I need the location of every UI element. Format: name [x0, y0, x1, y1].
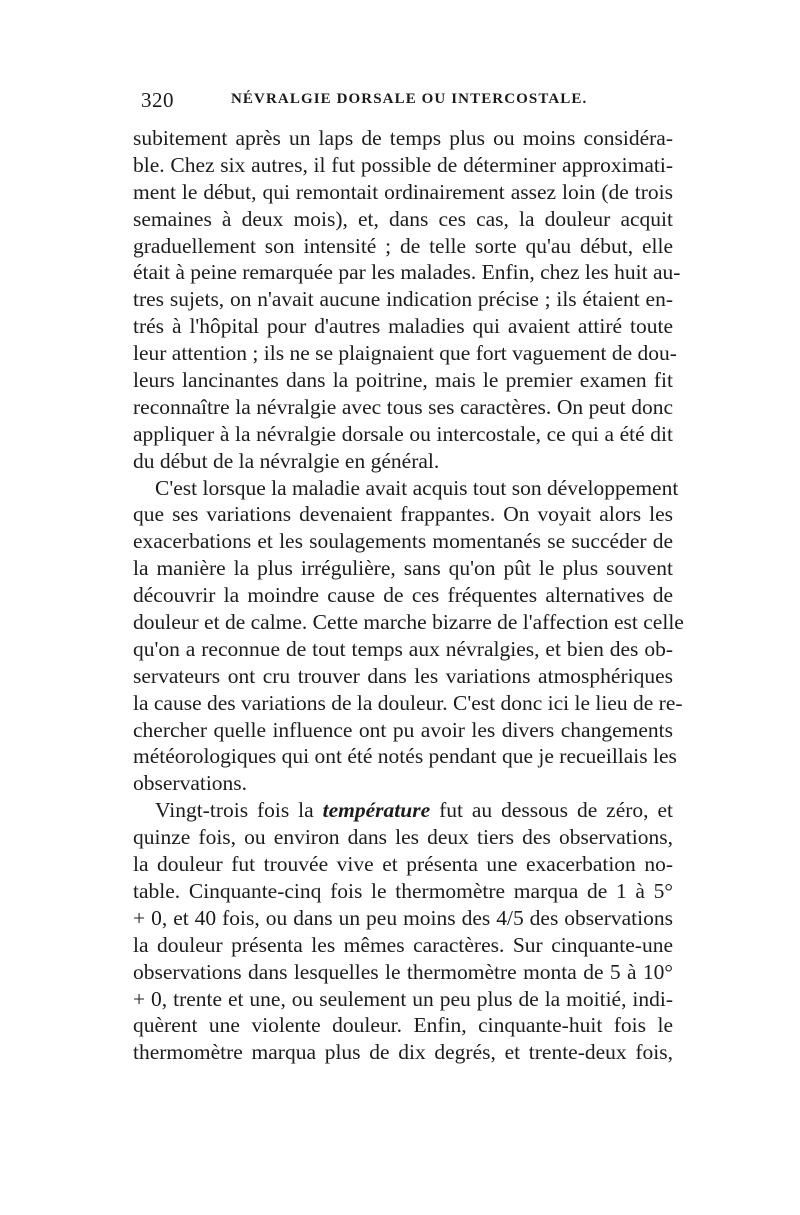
paragraph-3	[133, 797, 673, 1066]
text-line: trés à l'hôpital pour d'autres maladies qui avaient attiré toute	[133, 314, 673, 339]
text-line-with-emphasis	[133, 797, 673, 824]
text-segment: fut au dessous de zéro, et	[430, 798, 673, 823]
text-line: météorologiques qui ont été notés pendant que je recueillais les	[133, 744, 677, 769]
text-line: du début de la névralgie en général.	[133, 448, 440, 473]
text-line: qu'on a reconnue de tout temps aux névralgies, et bien des ob-	[133, 636, 673, 661]
text-line: ble. Chez six autres, il fut possible de déterminer approximati-	[133, 152, 673, 177]
text-line: leurs lancinantes dans la poitrine, mais le premier examen fit	[133, 368, 673, 393]
text-line: thermomètre marqua plus de dix degrés, et trente-deux fois,	[133, 1040, 673, 1065]
text-line: subitement après un laps de temps plus ou moins considéra-	[133, 126, 673, 150]
paragraph-2	[133, 475, 684, 798]
text-line: + 0, trente et une, ou seulement un peu plus de la moitié, indi-	[133, 986, 673, 1011]
text-line: exacerbations et les soulagements momentanés se succéder de	[133, 529, 673, 554]
text-line: graduellement son intensité ; de telle sorte qu'au début, elle	[133, 233, 673, 258]
page-header	[141, 88, 671, 120]
text-line: + 0, et 40 fois, ou dans un peu moins des 4/5 des observations	[133, 905, 673, 930]
text-line: découvrir la moindre cause de ces fréquentes alternatives de	[133, 583, 673, 608]
text-line: tres sujets, on n'avait aucune indication précise ; ils étaient en-	[133, 287, 673, 312]
text-line: C'est lorsque la maladie avait acquis tout son développement	[155, 475, 679, 500]
text-line: observations.	[133, 771, 248, 796]
text-line: quinze fois, ou environ dans les deux tiers des observations,	[133, 825, 673, 850]
text-line: chercher quelle influence ont pu avoir les divers changements	[133, 717, 673, 742]
text-line: leur attention ; ils ne se plaignaient que fort vaguement de dou-	[133, 341, 677, 366]
emphasized-term: température	[322, 798, 431, 823]
text-line: la douleur fut trouvée vive et présenta une exacerbation no-	[133, 852, 673, 877]
text-line: appliquer à la névralgie dorsale ou intercostale, ce qui a été dit	[133, 421, 673, 446]
body-text	[133, 125, 684, 1066]
text-line: observations dans lesquelles le thermomètre monta de 5 à 10°	[133, 959, 673, 984]
text-line: servateurs ont cru trouver dans les variations atmosphériques	[133, 663, 673, 688]
text-line: que ses variations devenaient frappantes. On voyait alors les	[133, 502, 673, 527]
text-line: était à peine remarquée par les malades. Enfin, chez les huit au-	[133, 260, 681, 285]
text-line: quèrent une violente douleur. Enfin, cinquante-huit fois le	[133, 1013, 673, 1038]
running-title: NÉVRALGIE DORSALE OU INTERCOSTALE.	[231, 91, 588, 107]
text-line: semaines à deux mois), et, dans ces cas, la douleur acquit	[133, 206, 673, 231]
text-line: table. Cinquante-cinq fois le thermomètre marqua de 1 à 5°	[133, 878, 673, 903]
text-line: ment le début, qui remontait ordinairement assez loin (de trois	[133, 179, 673, 204]
paragraph-1	[133, 125, 681, 475]
text-line: douleur et de calme. Cette marche bizarre de l'affection est celle	[133, 610, 684, 635]
text-segment: Vingt-trois fois la	[155, 798, 323, 823]
text-line: reconnaître la névralgie avec tous ses caractères. On peut donc	[133, 394, 673, 419]
page-number: 320	[141, 88, 174, 112]
text-line: la manière la plus irrégulière, sans qu'on pût le plus souvent	[133, 556, 673, 581]
text-line: la douleur présenta les mêmes caractères. Sur cinquante-une	[133, 932, 673, 957]
text-line: la cause des variations de la douleur. C'est donc ici le lieu de re-	[133, 690, 683, 715]
